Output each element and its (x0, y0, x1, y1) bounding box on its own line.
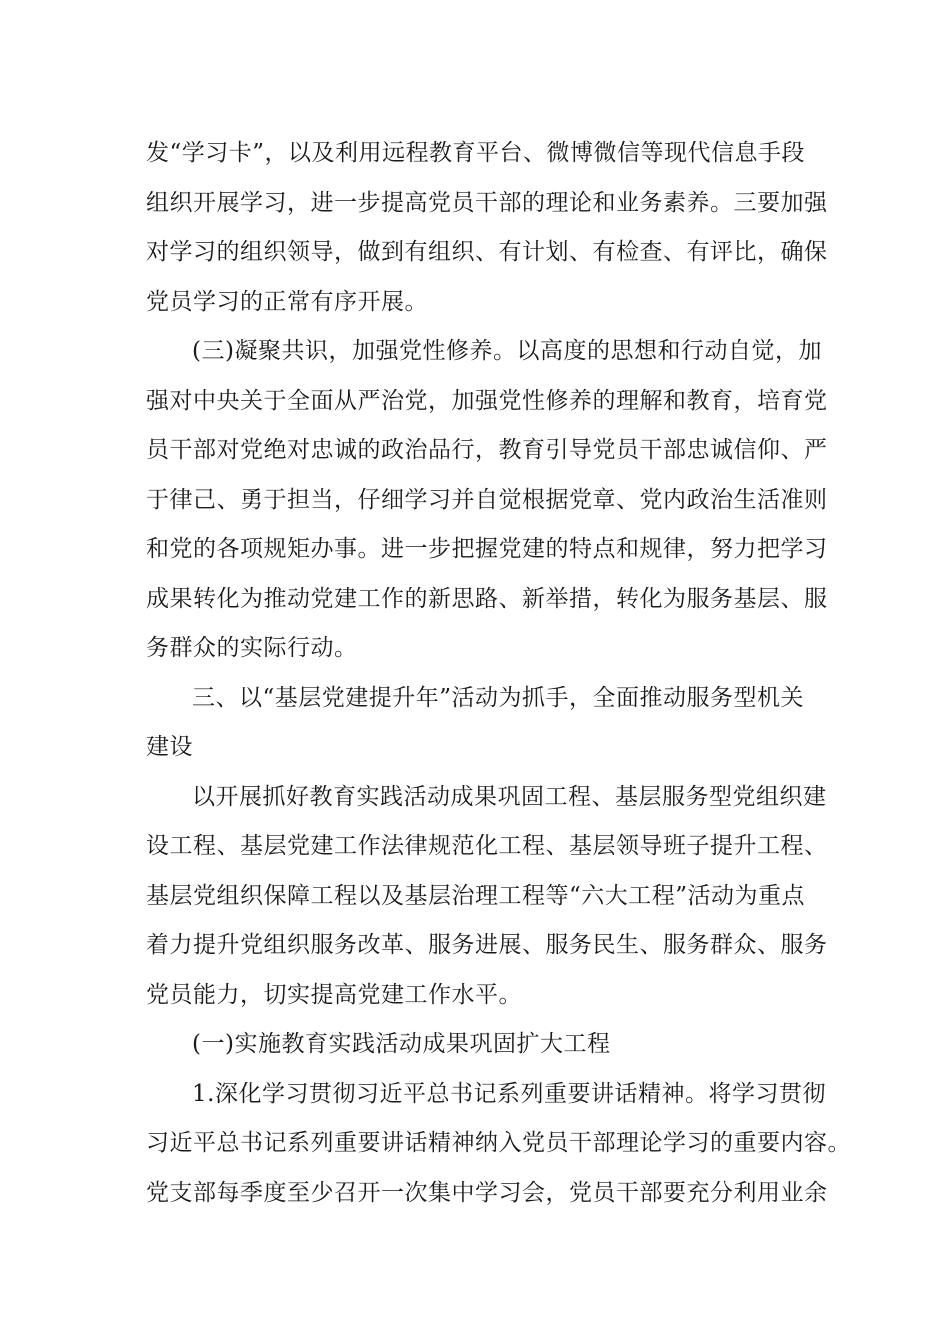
text-line: 建设 (146, 734, 193, 760)
text-line: (一)实施教育实践活动成果巩固扩大工程 (192, 1031, 611, 1057)
document-body (146, 129, 851, 1218)
text-line: 于律己、勇于担当，仔细学习并自觉根据党章、党内政治生活准则 (146, 486, 828, 513)
text-line: 务群众的实际行动。 (146, 635, 358, 661)
text-line: 设工程、基层党建工作法律规范化工程、基层领导班子提升工程、 (146, 833, 828, 859)
text-line: 员干部对党绝对忠诚的政治品行，教育引导党员干部忠诚信仰、严 (146, 437, 828, 463)
text-line: 习近平总书记系列重要讲话精神纳入党员干部理论学习的重要内容。 (146, 1130, 851, 1156)
text-line: 党支部每季度至少召开一次集中学习会，党员干部要充分利用业余 (146, 1179, 828, 1206)
text-line: 对学习的组织领导，做到有组织、有计划、有检查、有评比，确保 (146, 239, 828, 265)
text-line: 党员能力，切实提高党建工作水平。 (146, 981, 522, 1008)
text-line: 发“学习卡”，以及利用远程教育平台、微博微信等现代信息手段 (146, 140, 806, 166)
text-line: 和党的各项规矩办事。进一步把握党建的特点和规律，努力把学习 (146, 536, 828, 562)
text-line: 强对中央关于全面从严治党，加强党性修养的理解和教育，培育党 (146, 387, 828, 414)
text-line: 三、以“基层党建提升年”活动为抓手，全面推动服务型机关 (192, 684, 805, 711)
text-line: (三)凝聚共识，加强党性修养。以高度的思想和行动自觉，加 (192, 338, 822, 364)
text-line: 着力提升党组织服务改革、服务进展、服务民生、服务群众、服务 (146, 932, 828, 958)
text-line: 基层党组织保障工程以及基层治理工程等“六大工程”活动为重点 (146, 882, 806, 909)
text-line: 党员学习的正常有序开展。 (146, 288, 428, 315)
text-line: 成果转化为推动党建工作的新思路、新举措，转化为服务基层、服 (146, 585, 828, 612)
text-line: 1.深化学习贯彻习近平总书记系列重要讲话精神。将学习贯彻 (192, 1080, 826, 1107)
text-line: 以开展抓好教育实践活动成果巩固工程、基层服务型党组织建 (192, 783, 827, 810)
text-line: 组织开展学习，进一步提高党员干部的理论和业务素养。三要加强 (146, 189, 828, 216)
